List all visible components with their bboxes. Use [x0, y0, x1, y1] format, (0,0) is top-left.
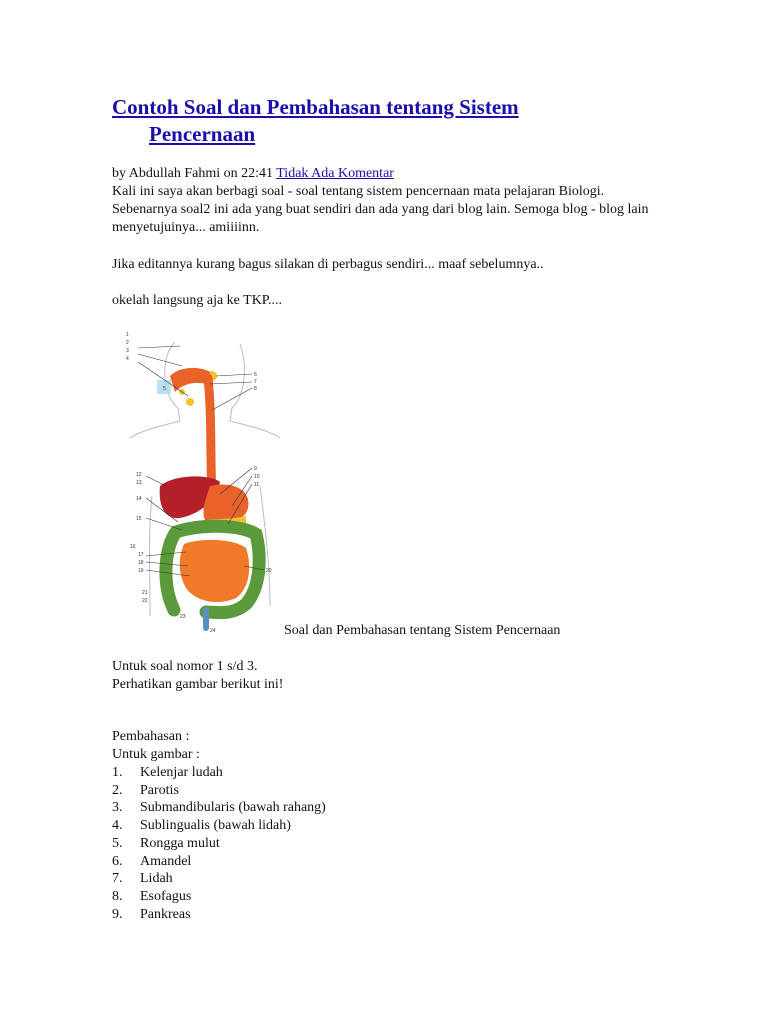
list-item: [112, 870, 326, 888]
figure-label: 16: [130, 544, 136, 550]
figure-label: 15: [136, 516, 142, 522]
discussion-heading: Pembahasan :: [112, 729, 190, 744]
go-text: okelah langsung aja ke TKP....: [112, 293, 283, 308]
list-item: [112, 782, 326, 800]
list-number: 6.: [112, 853, 123, 869]
list-text: Rongga mulut: [140, 835, 220, 851]
figure-label: 1: [126, 332, 129, 338]
author-line: by Abdullah Fahmi on 22:41: [112, 166, 273, 181]
small-intestine: [180, 540, 249, 602]
figure-label: 2: [126, 340, 129, 346]
figure-label: 22: [142, 598, 148, 604]
list-text: Esofagus: [140, 888, 192, 904]
figure-label: 4: [126, 356, 129, 362]
list-number: 9.: [112, 906, 123, 922]
list-number: 7.: [112, 871, 123, 887]
figure-label: 23: [180, 614, 186, 620]
list-text: Parotis: [140, 782, 179, 798]
list-text: Amandel: [140, 853, 192, 869]
list-text: Sublingualis (bawah lidah): [140, 818, 291, 834]
figure-label: 8: [254, 386, 257, 392]
post-title-line-2[interactable]: Pencernaan: [149, 122, 256, 146]
digestive-system-diagram: [120, 326, 290, 638]
list-text: Lidah: [140, 871, 173, 887]
list-item: [112, 817, 326, 835]
figure-label: 12: [136, 472, 142, 478]
note-text: Jika editannya kurang bagus silakan di perbagus sendiri... maaf sebelumnya..: [112, 257, 544, 272]
comments-link[interactable]: Tidak Ada Komentar: [276, 166, 394, 181]
list-number: 8.: [112, 888, 123, 904]
list-text: Kelenjar ludah: [140, 765, 223, 780]
post-title[interactable]: [112, 94, 592, 148]
figure-label: 21: [142, 590, 148, 596]
submandibular-gland: [186, 398, 194, 406]
figure-label: 3: [126, 348, 129, 354]
list-item: [112, 888, 326, 906]
list-number: 1.: [112, 765, 123, 780]
discussion-sub: Untuk gambar :: [112, 747, 200, 762]
list-item: [112, 764, 326, 782]
list-number: 5.: [112, 835, 123, 851]
list-number: 2.: [112, 782, 123, 798]
figure-label: 9: [254, 466, 257, 472]
figure-label: 13: [136, 480, 142, 486]
list-item: [112, 853, 326, 871]
figure-label: 20: [266, 568, 272, 574]
list-text: Pankreas: [140, 906, 191, 922]
figure-label: 18: [138, 560, 144, 566]
question-intro: Untuk soal nomor 1 s/d 3.: [112, 659, 258, 674]
figure-caption: Soal dan Pembahasan tentang Sistem Pencernaan: [284, 623, 561, 638]
answer-list: [112, 764, 326, 923]
list-number: 3.: [112, 800, 123, 816]
figure-label: 24: [210, 628, 216, 634]
list-item: [112, 799, 326, 817]
figure-label: 6: [254, 372, 257, 378]
figure-label: 19: [138, 568, 144, 574]
figure-label: 5: [163, 386, 166, 392]
figure-label: 10: [254, 474, 260, 480]
list-item: [112, 906, 326, 924]
list-number: 4.: [112, 818, 123, 834]
post-meta: [112, 165, 672, 237]
question-instruction: Perhatikan gambar berikut ini!: [112, 677, 284, 692]
figure-label: 7: [254, 379, 257, 385]
figure-label: 11: [254, 482, 260, 488]
list-text: Submandibularis (bawah rahang): [140, 800, 326, 816]
list-item: [112, 835, 326, 853]
figure-label: 14: [136, 496, 142, 502]
figure-label: 17: [138, 552, 144, 558]
intro-text: Kali ini saya akan berbagi soal - soal tentang sistem pencernaan mata pelajaran Biologi. Sebenarnya soal2 ini ada yang buat sendiri dan ada yang dari blog lain. Semoga blog - blog lain menyetujuinya... amiiiinn.: [112, 184, 649, 235]
post-title-line-1[interactable]: Contoh Soal dan Pembahasan tentang Sistem: [112, 95, 519, 119]
